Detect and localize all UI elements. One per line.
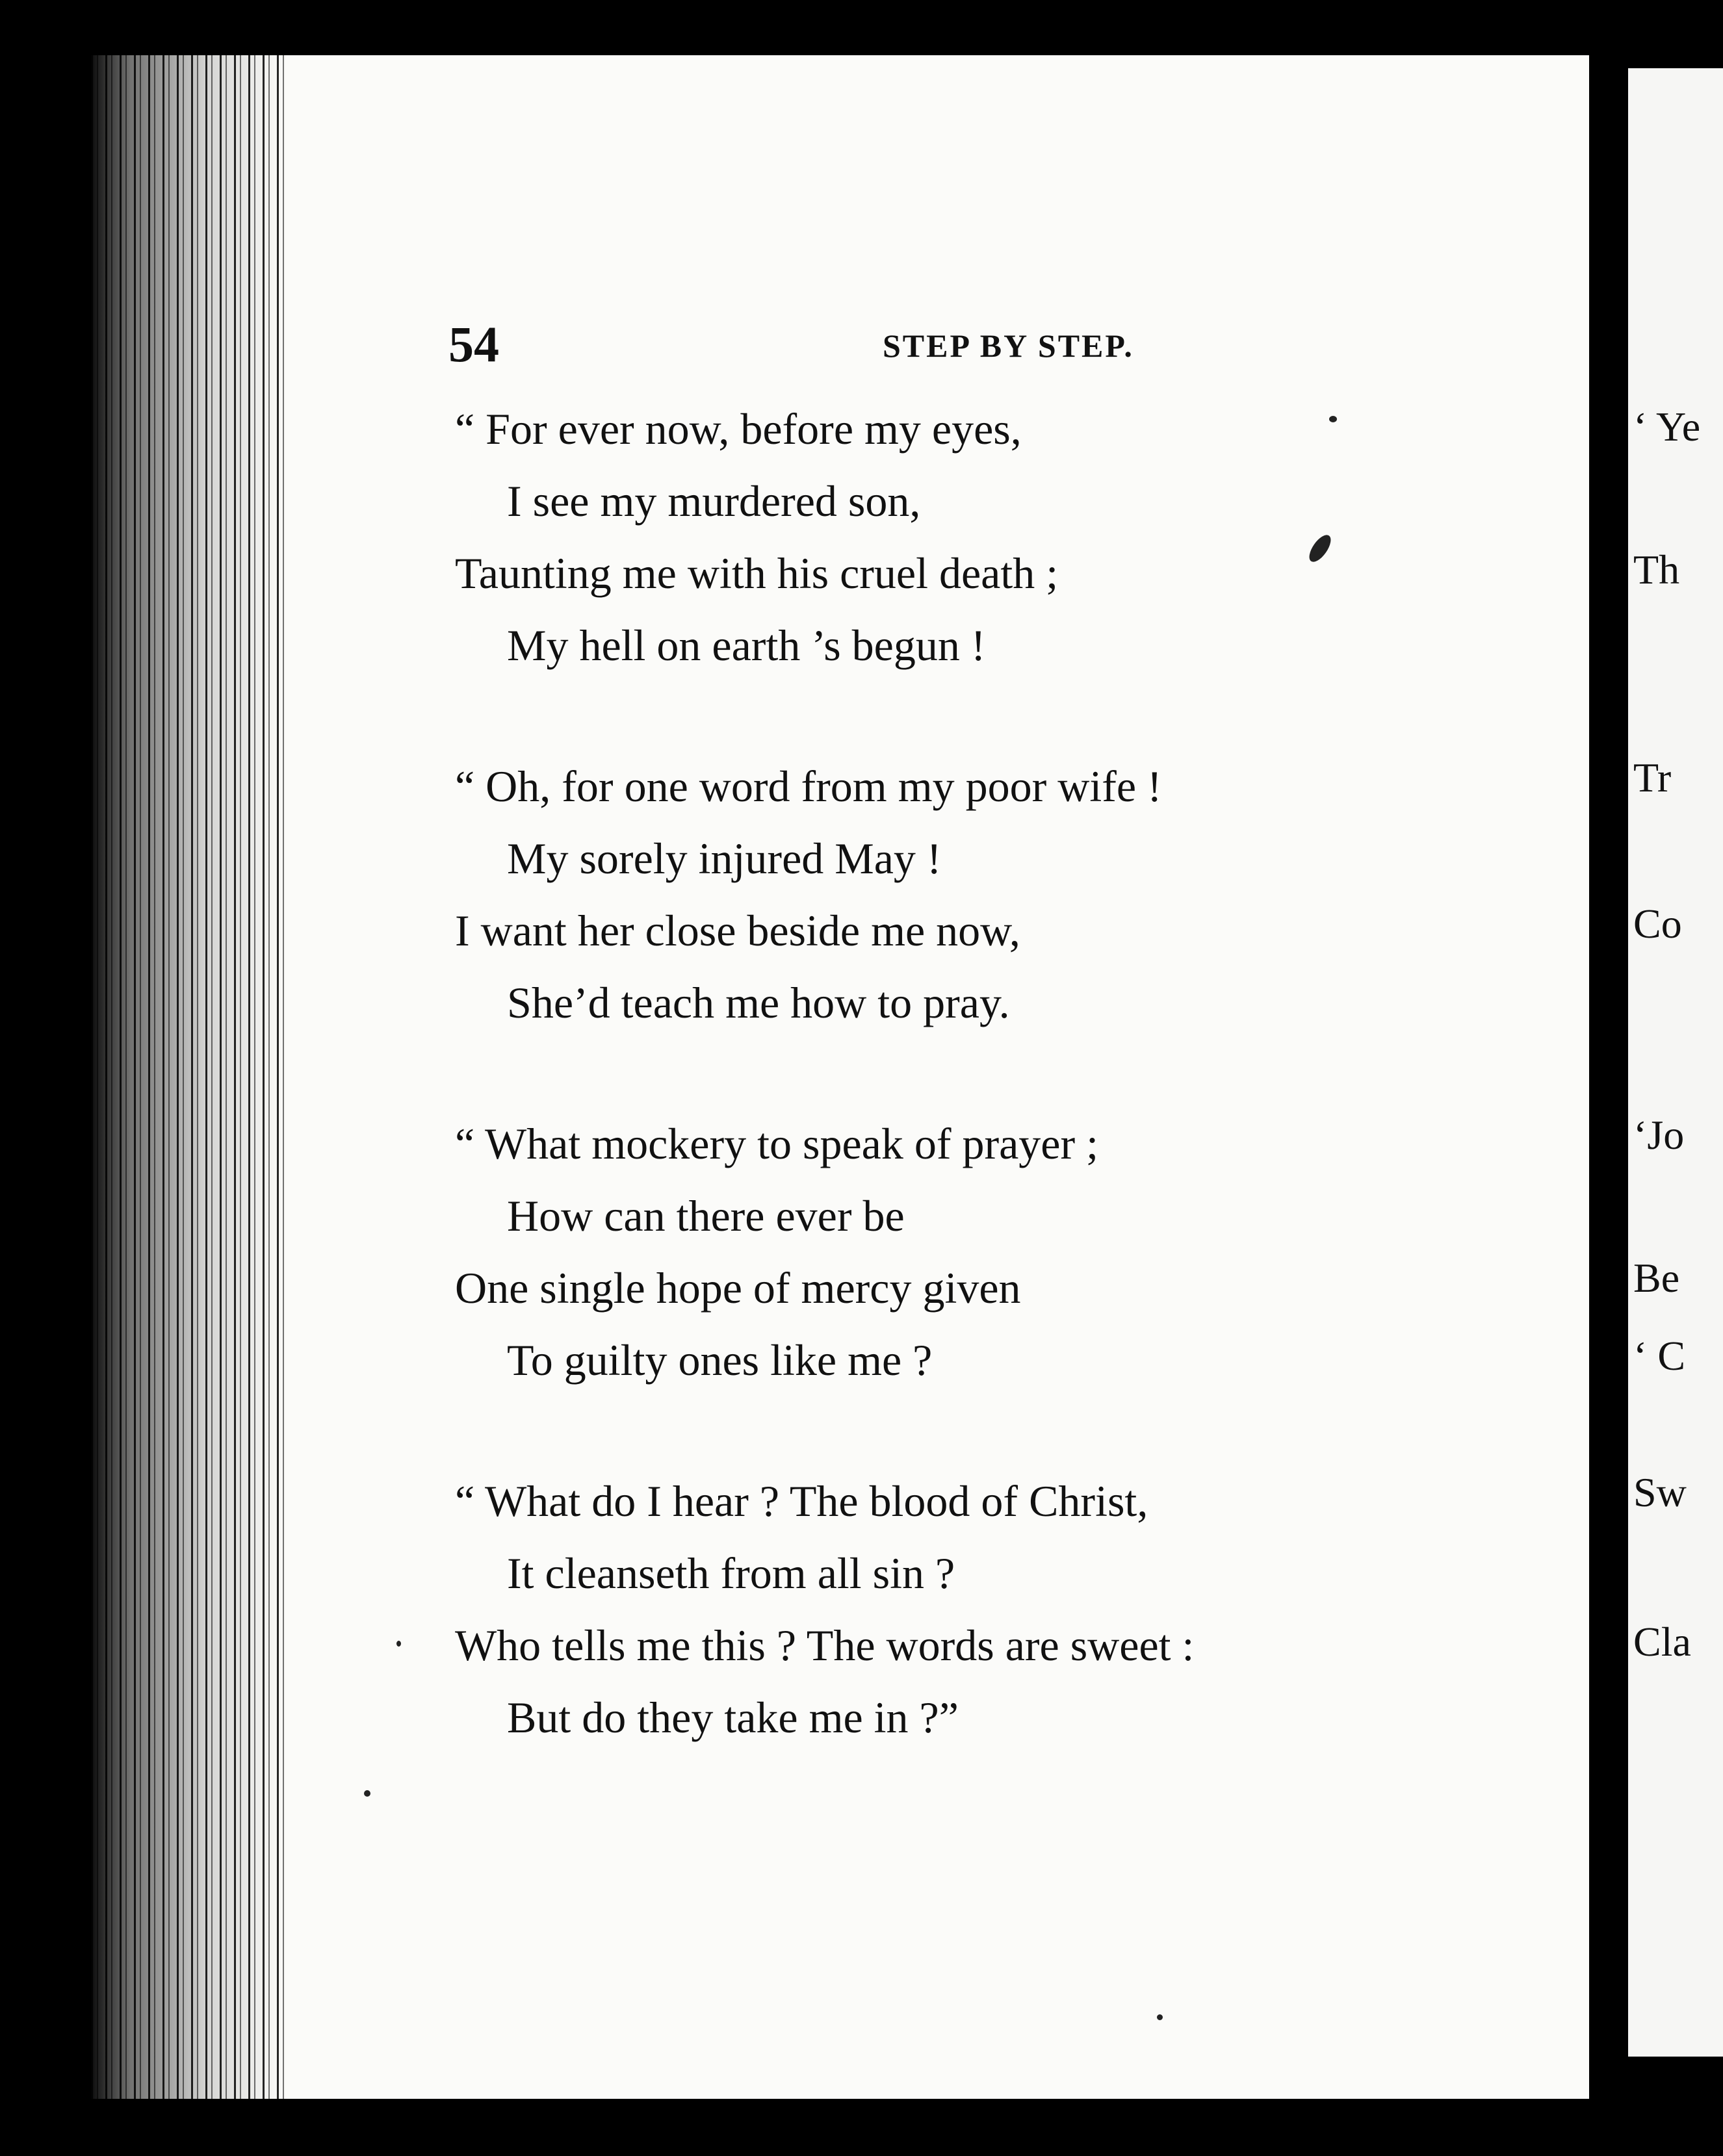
poem-line: “ For ever now, before my eyes,: [455, 404, 1022, 454]
facing-page-fragment: Co: [1633, 901, 1682, 947]
poem-line: Taunting me with his cruel death ;: [455, 548, 1059, 598]
running-head: [91, 315, 1589, 380]
scan-speck: [396, 1641, 401, 1647]
stanza: [455, 751, 1560, 1039]
stanza: [455, 1465, 1560, 1754]
poem-line: “ What do I hear ? The blood of Christ,: [455, 1476, 1148, 1526]
running-title: STEP BY STEP.: [883, 327, 1134, 364]
poem-line: “ Oh, for one word from my poor wife !: [455, 762, 1162, 811]
poem-line: I see my murdered son,: [507, 476, 921, 526]
poem-line: But do they take me in ?”: [507, 1693, 959, 1742]
poem-line: It cleanseth from all sin ?: [507, 1548, 955, 1598]
poem-line: How can there ever be: [507, 1191, 905, 1240]
poem-line: I want her close beside me now,: [455, 906, 1020, 955]
poem-line: To guilty ones like me ?: [507, 1335, 933, 1385]
facing-page-fragment: Sw: [1633, 1469, 1687, 1515]
stanza: [455, 1108, 1560, 1396]
book-page: [91, 55, 1589, 2099]
stanza: [455, 393, 1560, 682]
scan-speck: [1157, 2014, 1163, 2020]
facing-page-edge: [1628, 68, 1723, 2057]
poem-line: Who tells me this ? The words are sweet :: [455, 1621, 1195, 1670]
poem-line: One single hope of mercy given: [455, 1263, 1021, 1313]
scan-speck: [1329, 416, 1337, 422]
poem: [455, 393, 1560, 1823]
facing-page-fragment: Th: [1633, 546, 1680, 593]
poem-line: “ What mockery to speak of prayer ;: [455, 1119, 1099, 1168]
poem-line: My hell on earth ’s begun !: [507, 621, 986, 670]
facing-page-fragment: ‘ Ye: [1633, 404, 1701, 450]
facing-page-fragment: Tr: [1633, 754, 1672, 801]
facing-page-fragment: Be: [1633, 1255, 1680, 1301]
poem-line: My sorely injured May !: [507, 834, 942, 883]
facing-page-fragment: ‘ C: [1633, 1333, 1685, 1379]
facing-page-fragment: Cla: [1633, 1619, 1691, 1665]
poem-line: She’d teach me how to pray.: [507, 978, 1010, 1027]
page-number: 54: [448, 316, 499, 372]
scan-speck: [364, 1790, 370, 1797]
facing-page-fragment: ‘Jo: [1633, 1112, 1685, 1158]
